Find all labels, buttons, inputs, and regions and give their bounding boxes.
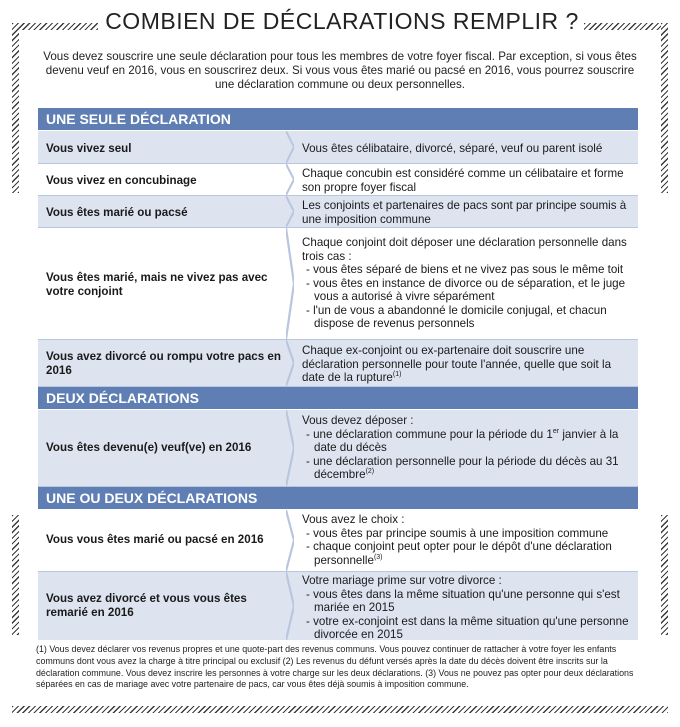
section-heading-une-seule: UNE SEULE DÉCLARATION — [38, 108, 638, 130]
row-description: Les conjoints et partenaires de pacs sont par principe soumis à une imposition commune — [302, 199, 627, 226]
chevron-right-icon — [286, 510, 294, 571]
row-label: Vous êtes marié ou pacsé — [46, 206, 188, 219]
border-hatch-left-lower — [12, 515, 19, 635]
border-hatch-left — [12, 23, 19, 193]
bullet-item: - vous êtes séparé de biens et ne vivez pas sous le même toit — [302, 263, 632, 277]
chevron-right-icon — [286, 196, 294, 227]
bullet-item: - vous êtes en instance de divorce ou de séparation, et le juge vous a autorisé à vivre séparément — [302, 277, 632, 304]
table-row — [38, 196, 638, 228]
row-description-intro: Votre mariage prime sur votre divorce : — [302, 574, 502, 587]
footnotes: (1) Vous devez déclarer vos revenus propres et une quote-part des revenus communs. Vous pouvez continuer de rattacher à votre foyer les enfants communs dont vous avez la charge à titre principal ou exclusif (2) Les revenus du défunt versés après la date du décès doivent être inscrits sur la déclaration commune. Vous devez inscrire les personnes à votre charge sur les deux déclarations. (3) Vous ne pouvez pas opter pour deux déclarations séparées en cas de mariage avec votre partenaire de pacs, car vous êtes déjà soumis à imposition commune. — [36, 644, 634, 690]
row-label: Vous vivez seul — [46, 142, 132, 155]
row-label: Vous vivez en concubinage — [46, 174, 197, 187]
chevron-right-icon — [286, 340, 294, 386]
chevron-right-icon — [286, 228, 294, 339]
section-heading-deux: DEUX DÉCLARATIONS — [38, 387, 638, 409]
row-label: Vous êtes marié, mais ne vivez pas avec votre conjoint — [46, 271, 268, 298]
section-heading-une-ou-deux: UNE OU DEUX DÉCLARATIONS — [38, 487, 638, 509]
bullet-item: - vous êtes dans la même situation qu'une personne qui s'est mariée en 2015 — [302, 588, 632, 615]
row-description-intro: Chaque conjoint doit déposer une déclaration personnelle dans trois cas : — [302, 236, 627, 263]
chevron-right-icon — [286, 410, 294, 486]
row-description — [302, 574, 632, 642]
chevron-right-icon — [286, 131, 294, 163]
row-description-text: Chaque ex-conjoint ou ex-partenaire doit souscrire une déclaration personnelle pour toute l'année, quelle que soit la date de la rupture — [302, 344, 612, 384]
table-row — [38, 572, 638, 640]
row-label: Vous avez divorcé et vous vous êtes remarié en 2016 — [46, 592, 247, 619]
bullet-item: - une déclaration commune pour la période du 1er janvier à la date du décès — [302, 428, 632, 455]
row-description: Chaque concubin est considéré comme un célibataire et forme son propre foyer fiscal — [302, 167, 624, 194]
row-label: Vous vous êtes marié ou pacsé en 2016 — [46, 533, 264, 546]
border-hatch-top-left — [12, 23, 98, 30]
border-hatch-bottom — [12, 706, 668, 713]
table-row — [38, 340, 638, 387]
row-description-intro: Vous avez le choix : — [302, 513, 405, 526]
row-description — [302, 236, 632, 331]
row-description — [302, 513, 632, 567]
page-title: COMBIEN DE DÉCLARATIONS REMPLIR ? — [105, 8, 579, 34]
bullet-item: - une déclaration personnelle pour la période du décès au 31 décembre$^{(2)}$ — [302, 455, 632, 482]
border-hatch-top-right — [584, 23, 668, 30]
bullet-item: - chaque conjoint peut opter pour le dépôt d'une déclaration personnelle$^{(3)}$ — [302, 540, 632, 567]
chevron-right-icon — [286, 572, 294, 640]
bullet-item: - votre ex-conjoint est dans la même situation qu'une personne divorcée en 2015 — [302, 615, 632, 642]
chevron-right-icon — [286, 164, 294, 195]
border-hatch-right — [661, 23, 668, 193]
row-description: Vous êtes célibataire, divorcé, séparé, veuf ou parent isolé — [302, 142, 603, 155]
footnote-ref: (2) — [365, 468, 375, 476]
border-hatch-right-lower — [661, 515, 668, 635]
bullet-item: - vous êtes par principe soumis à une imposition commune — [302, 527, 632, 541]
table-row — [38, 410, 638, 487]
row-description — [302, 344, 632, 385]
table-row — [38, 510, 638, 572]
footnote-ref: (3) — [373, 553, 383, 561]
intro-text: Vous devez souscrire une seule déclaration pour tous les membres de votre foyer fiscal. Par exception, si vous êtes devenu veuf en 2016, vous en souscrirez deux. Si vous vous êtes marié ou pacsé en 2016, vous pourrez souscrire une déclaration commune ou deux personnelles. — [43, 50, 637, 91]
row-label: Vous avez divorcé ou rompu votre pacs en 2016 — [46, 350, 281, 377]
bullet-item: - l'un de vous a abandonné le domicile conjugal, et chacun dispose de revenus personnels — [302, 304, 632, 331]
row-label: Vous êtes devenu(e) veuf(ve) en 2016 — [46, 441, 252, 454]
row-description-intro: Vous devez déposer : — [302, 414, 414, 427]
footnote-ref: (1) — [392, 371, 402, 379]
row-description — [302, 414, 632, 482]
table-row — [38, 131, 638, 164]
table-row — [38, 228, 638, 340]
table-row — [38, 164, 638, 196]
